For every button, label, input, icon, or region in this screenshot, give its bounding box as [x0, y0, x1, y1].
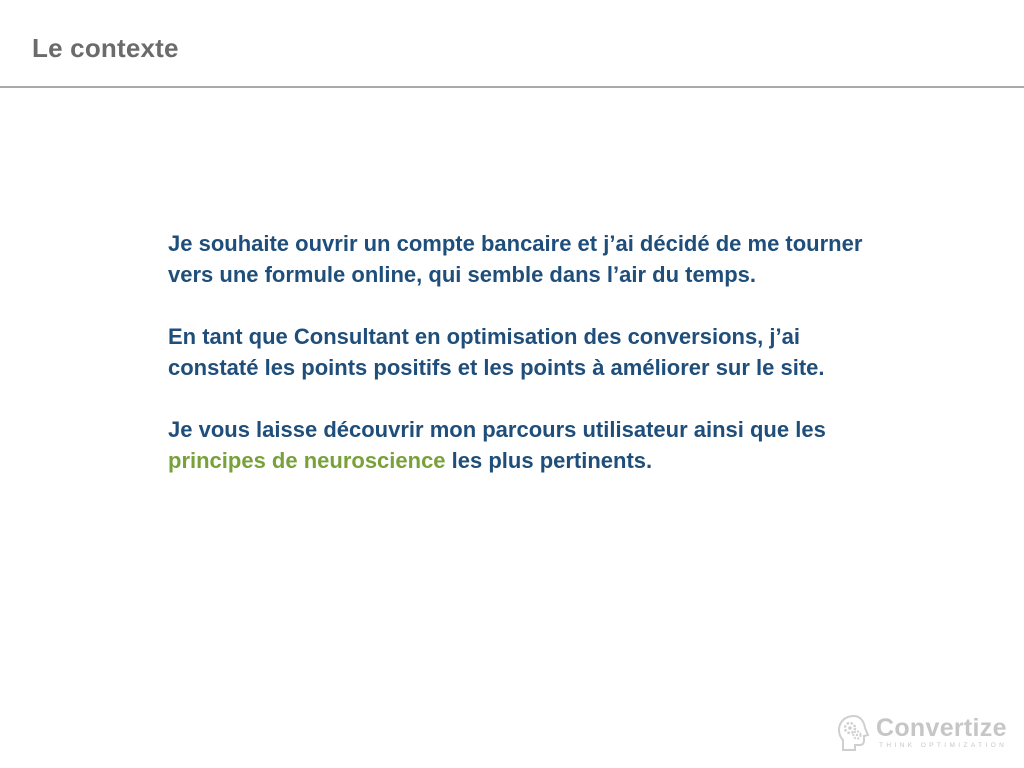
convertize-logo [836, 712, 1012, 756]
paragraph-invitation-start: Je vous laisse découvrir mon parcours utilisateur ainsi que les [168, 417, 826, 442]
paragraph-context: Je souhaite ouvrir un compte bancaire et j’ai décidé de me tourner vers une formule online, qui semble dans l’air du temps. [168, 231, 863, 287]
paragraph-invitation-end: les plus pertinents. [445, 448, 653, 473]
slide-header [0, 0, 1024, 88]
paragraph-consultant: En tant que Consultant en optimisation des conversions, j’ai constaté les points positifs et les points à améliorer sur le site. [168, 324, 825, 380]
logo-name: Convertize [876, 714, 1007, 742]
paragraph-invitation [168, 414, 868, 476]
page-title: Le contexte [32, 33, 179, 63]
neuroscience-highlight: principes de neuroscience [168, 448, 446, 473]
gears-head-icon [836, 714, 872, 752]
slide-body [168, 228, 868, 507]
logo-tagline: THINK OPTIMIZATION [879, 742, 1008, 749]
